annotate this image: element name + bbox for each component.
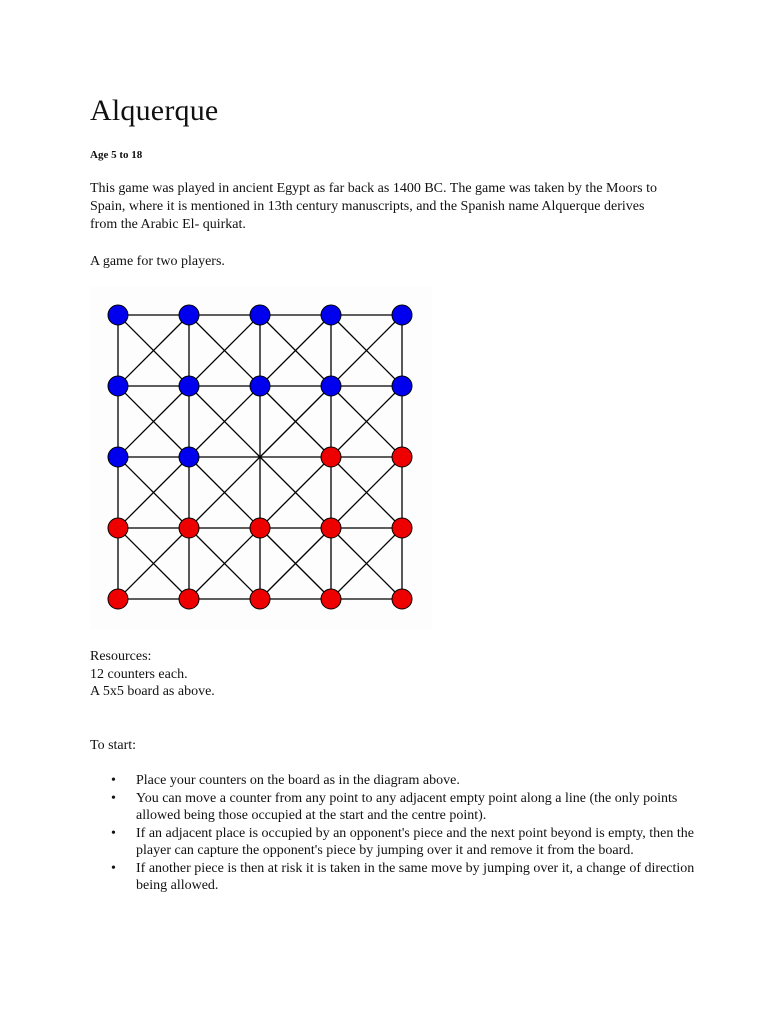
blue-counter bbox=[179, 447, 199, 467]
bullet-glyph: • bbox=[111, 773, 116, 788]
bullet-glyph: • bbox=[111, 860, 116, 876]
blue-counter bbox=[108, 305, 128, 325]
blue-counter bbox=[108, 376, 128, 396]
red-counter bbox=[108, 589, 128, 609]
blue-counter bbox=[108, 447, 128, 467]
rule-text: You can move a counter from any point to any adjacent empty point along a line (the only points allowed being those occupied at the start and the centre point). bbox=[136, 790, 678, 823]
alquerque-board-diagram bbox=[90, 287, 432, 629]
red-counter bbox=[250, 589, 270, 609]
resources-line: 12 counters each. bbox=[90, 666, 188, 682]
age-range: Age 5 to 18 bbox=[90, 149, 143, 161]
blue-counter bbox=[392, 305, 412, 325]
list-item bbox=[111, 860, 696, 895]
blue-counter bbox=[179, 305, 199, 325]
intro-paragraph: This game was played in ancient Egypt as far back as 1400 BC. The game was taken by the Moors to Spain, where it is mentioned in 13th century manuscripts, and the Spanish name Alquerque derives from the Arabic El- quirkat. bbox=[90, 181, 657, 232]
resources-line: A 5x5 board as above. bbox=[90, 684, 215, 699]
red-counter bbox=[321, 518, 341, 538]
blue-counter bbox=[179, 376, 199, 396]
red-counter bbox=[392, 518, 412, 538]
rule-text: If another piece is then at risk it is taken in the same move by jumping over it, a change of direction being allowed. bbox=[136, 860, 695, 893]
list-item bbox=[111, 772, 696, 790]
red-counter bbox=[179, 589, 199, 609]
rule-text: If an adjacent place is occupied by an opponent's piece and the next point beyond is empty, then the player can capture the opponent's piece by jumping over it and remove it from the board. bbox=[136, 825, 694, 858]
red-counter bbox=[179, 518, 199, 538]
list-item bbox=[111, 825, 696, 860]
rules-list bbox=[90, 772, 696, 895]
rule-text: Place your counters on the board as in the diagram above. bbox=[136, 773, 460, 788]
board-lines bbox=[118, 315, 402, 599]
resources-heading: Resources: bbox=[90, 649, 152, 664]
start-heading: To start: bbox=[90, 738, 137, 753]
blue-counter bbox=[321, 305, 341, 325]
red-counter bbox=[250, 518, 270, 538]
red-counter bbox=[321, 589, 341, 609]
list-item bbox=[111, 790, 696, 825]
bullet-glyph: • bbox=[111, 825, 116, 841]
red-counter bbox=[108, 518, 128, 538]
bullet-glyph: • bbox=[111, 790, 116, 806]
red-counter bbox=[392, 589, 412, 609]
blue-counter bbox=[250, 305, 270, 325]
players-note: A game for two players. bbox=[90, 254, 225, 269]
blue-counter bbox=[250, 376, 270, 396]
page-title: Alquerque bbox=[90, 94, 219, 127]
red-counter bbox=[392, 447, 412, 467]
blue-counter bbox=[321, 376, 341, 396]
resources-section bbox=[90, 648, 215, 701]
blue-counter bbox=[392, 376, 412, 396]
red-counter bbox=[321, 447, 341, 467]
